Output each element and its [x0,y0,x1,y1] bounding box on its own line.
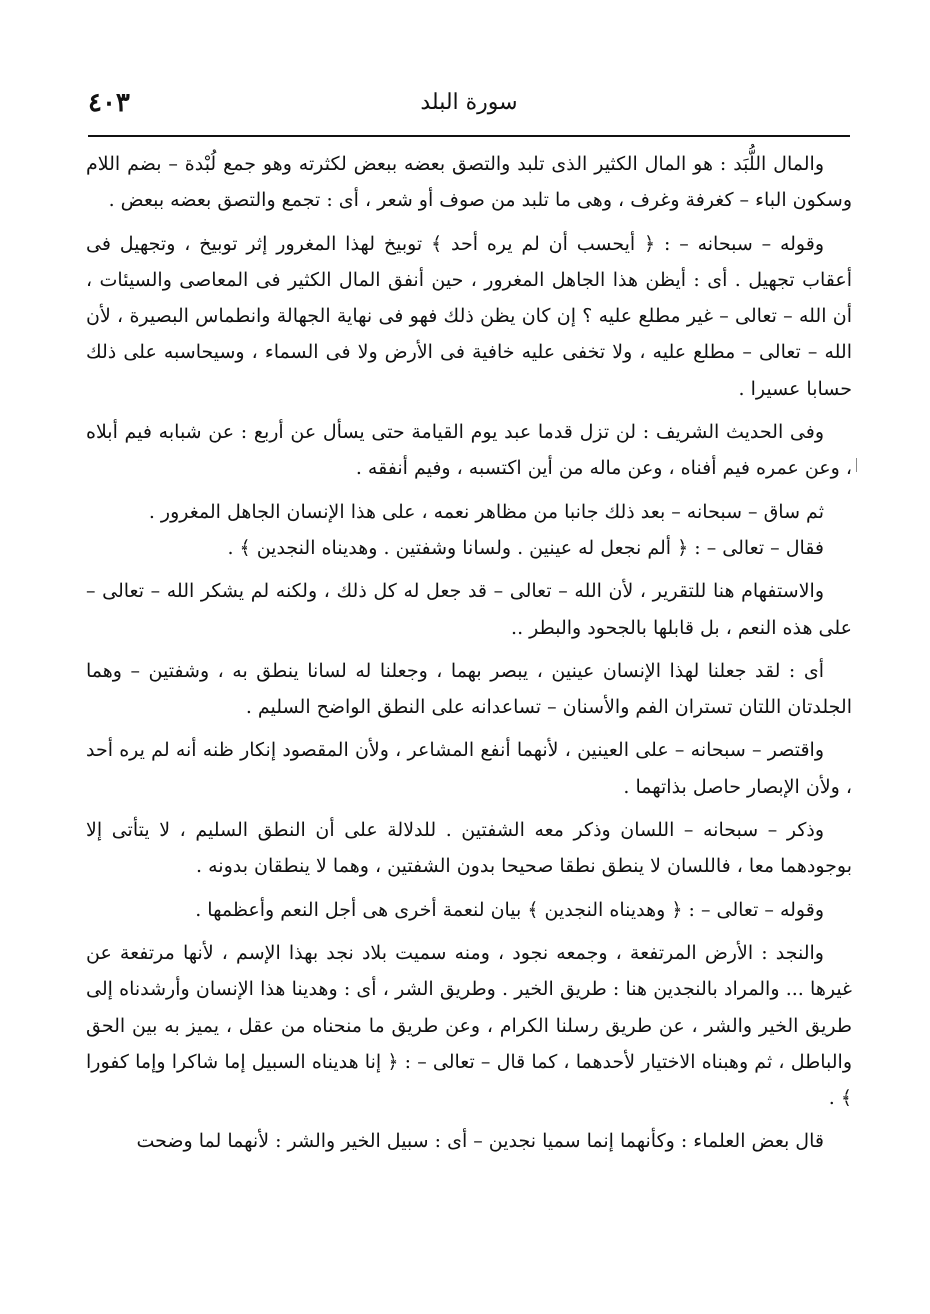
page-body [86,146,852,1167]
paragraph-ayahsabu: وقوله – سبحانه – : ﴿ أيحسب أن لم يره أحد ﴾ توبيخ لهذا المغرور إثر توبيخ ، وتجهيل فى أعقاب تجهيل . أى : أيظن هذا الجاهل المغرور ، حين أنفق المال الكثير فى المعاصى والسيئات ، أن الله – تعالى – غير مطلع عليه ؟ إن كان يظن ذلك فهو فى نهاية الجهالة وانطماس البصيرة ، لأن الله – تعالى – مطلع عليه ، ولا تخفى عليه خافية فى الأرض ولا فى السماء ، وسيحاسبه على ذلك حسابا عسيرا . [86,232,852,400]
margin-mark [856,458,857,472]
running-title: سورة البلد [420,90,518,115]
paragraph-najd-definition: والنجد : الأرض المرتفعة ، وجمعه نجود ، ومنه سميت بلاد نجد بهذا الإسم ، لأنها مرتفعة عن غيرها ... والمراد بالنجدين هنا : طريق الخير . وطريق الشر ، أى : وهدينا هذا الإنسان وأرشدناه إلى طريق الخير والشر ، عن طريق رسلنا الكرام ، وعن طريق ما منحناه من عقل ، يميز به بين الحق والباطل ، ثم وهبناه الاختيار لأحدهما ، كما قال – تعالى – : ﴿ إنا هديناه السبيل إما شاكرا وإما كفورا ﴾ . [86,941,852,1110]
paragraph-najdayn: وقوله – تعالى – : ﴿ وهديناه النجدين ﴾ بيان لنعمة أخرى هى أجل النعم وأعظمها . [195,898,824,921]
header-rule [88,135,850,137]
paragraph-ay-laqad: أى : لقد جعلنا لهذا الإنسان عينين ، يبصر بهما ، وجعلنا له لسانا ينطق به ، وشفتين – وهما الجلدتان اللتان تستران الفم والأسنان – تساعدانه على النطق الواضح السليم . [86,659,852,719]
paragraph-thumma-saqa: ثم ساق – سبحانه – بعد ذلك جانبا من مظاهر نعمه ، على هذا الإنسان الجاهل المغرور . [148,500,824,523]
page-header [88,84,850,124]
paragraph-verse-aynayn: فقال – تعالى – : ﴿ ألم نجعل له عينين . ولسانا وشفتين . وهديناه النجدين ﴾ . [227,536,824,559]
paragraph-istifham: والاستفهام هنا للتقرير ، لأن الله – تعالى – قد جعل له كل ذلك ، ولكنه لم يشكر الله – تعالى – على هذه النعم ، بل قابلها بالجحود والبطر .. [86,580,852,639]
paragraph-hadith: وفى الحديث الشريف : لن تزل قدما عبد يوم القيامة حتى يسأل عن أربع : عن شبابه فيم أبلاه ، وعن عمره فيم أفناه ، وعن ماله من أين اكتسبه ، وفيم أنفقه . [86,421,852,480]
paragraph-ulama: قال بعض العلماء : وكأنهما إنما سميا نجدين – أى : سبيل الخير والشر : لأنهما لما وضحت [136,1130,824,1153]
paragraph-iqtasara: واقتصر – سبحانه – على العينين ، لأنهما أنفع المشاعر ، ولأن المقصود إنكار ظنه أنه لم يره أحد ، ولأن الإبصار حاصل بذاتهما . [86,739,852,798]
page-number: ٤٠٣ [88,88,130,118]
paragraph-lisan: وذكر – سبحانه – اللسان وذكر معه الشفتين . للدلالة على أن النطق السليم ، لا يتأتى إلا بوجودهما معا ، فاللسان لا ينطق نطقا صحيحا بدون الشفتين ، وهما لا ينطقان بدونه . [86,819,852,878]
paragraph-lubad: والمال اللُّبَد : هو المال الكثير الذى تلبد والتصق بعضه ببعض لكثرته وهو جمع لُبْدة – بضم اللام وسكون الباء – كغرفة وغرف ، وهى ما تلبد من صوف أو شعر ، أى : تجمع والتصق بعضه ببعض . [86,153,852,212]
